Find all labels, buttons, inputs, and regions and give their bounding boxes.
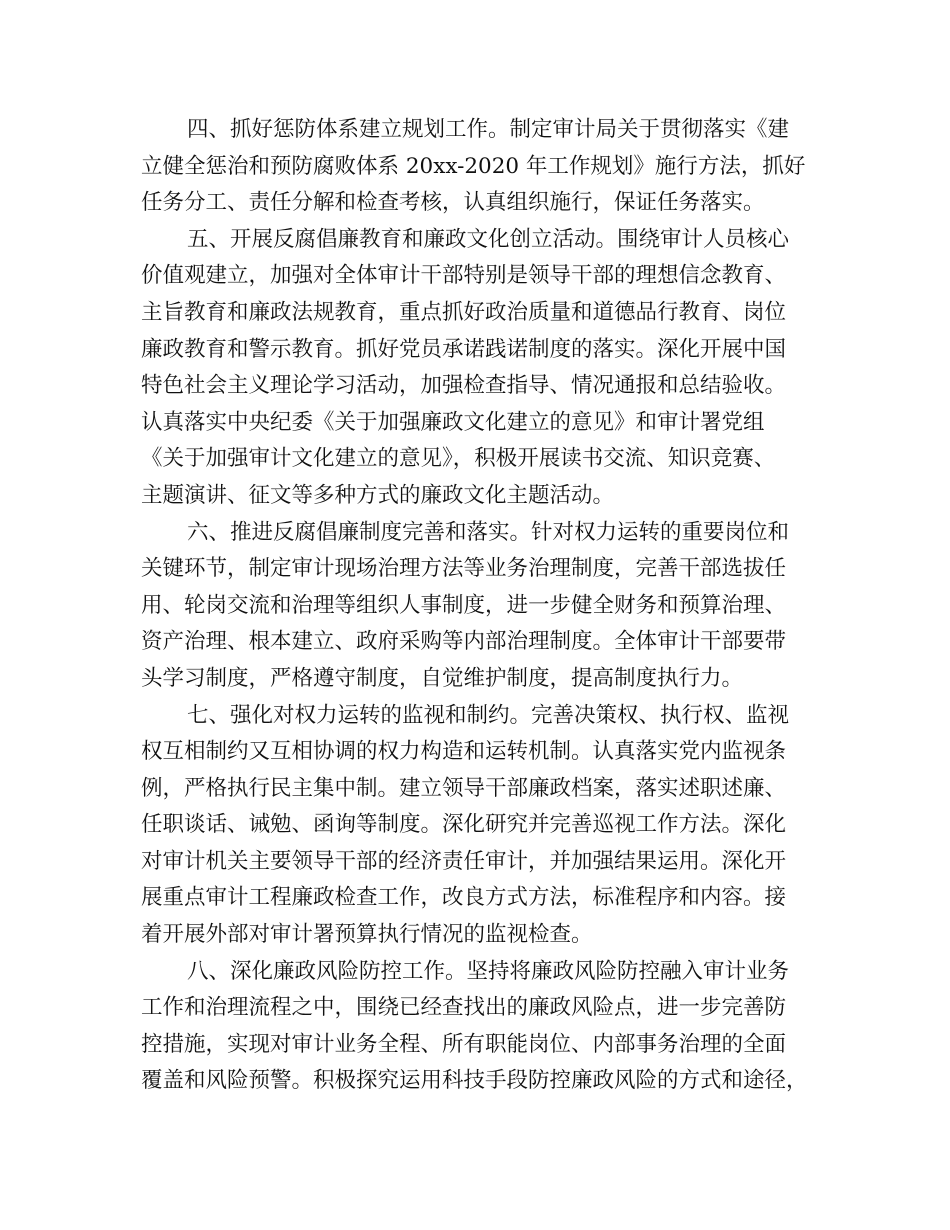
- text-line: 关键环节，制定审计现场治理方法等业务治理制度，完善干部选拔任: [141, 556, 787, 582]
- document-body: [141, 112, 831, 1100]
- text-line: 八、深化廉政风险防控工作。坚持将廉政风险防控融入审计业务: [187, 958, 790, 984]
- paragraph-5: [141, 222, 831, 515]
- text-line: 价值观建立，加强对全体审计干部特别是领导干部的理想信念教育、: [141, 263, 787, 289]
- text-line: 覆盖和风险预警。积极探究运用科技手段防控廉政风险的方式和途径，: [141, 1068, 808, 1094]
- paragraph-7: [141, 698, 831, 954]
- text-line: 控措施，实现对审计业务全程、所有职能岗位、内部事务治理的全面: [141, 1031, 787, 1057]
- text-line: 任务分工、责任分解和检查考核，认真组织施行，保证任务落实。: [141, 190, 765, 216]
- text-line: 主题演讲、征文等多种方式的廉政文化主题活动。: [141, 482, 615, 508]
- paragraph-6: [141, 515, 831, 698]
- text-line: 《关于加强审计文化建立的意见》，积极开展读书交流、知识竞赛、: [141, 446, 776, 472]
- text-line: 廉政教育和警示教育。抓好党员承诺践诺制度的落实。深化开展中国: [141, 336, 787, 362]
- text-line: 着开展外部对审计署预算执行情况的监视检查。: [141, 922, 593, 948]
- text-line: 用、轮岗交流和治理等组织人事制度，进一步健全财务和预算治理、: [141, 592, 787, 618]
- paragraph-4: [141, 112, 831, 222]
- text-line: 展重点审计工程廉政检查工作，改良方式方法，标准程序和内容。接: [141, 885, 787, 911]
- text-line: 主旨教育和廉政法规教育，重点抓好政治质量和道德品行教育、岗位: [141, 299, 787, 325]
- text-line: 工作和治理流程之中，围绕已经查找出的廉政风险点，进一步完善防: [141, 995, 787, 1021]
- text-line: 资产治理、根本建立、政府采购等内部治理制度。全体审计干部要带: [141, 629, 787, 655]
- text-line: 例，严格执行民主集中制。建立领导干部廉政档案，落实述职述廉、: [141, 775, 787, 801]
- text-line: 权互相制约又互相协调的权力构造和运转机制。认真落实党内监视条: [141, 739, 787, 765]
- text-line: 六、推进反腐倡廉制度完善和落实。针对权力运转的重要岗位和: [187, 519, 790, 545]
- paragraph-8: [141, 954, 831, 1100]
- text-line: 认真落实中央纪委《关于加强廉政文化建立的意见》和审计署党组: [141, 409, 765, 435]
- text-line: 头学习制度，严格遵守制度，自觉维护制度，提高制度执行力。: [141, 665, 744, 691]
- text-line: 七、强化对权力运转的监视和制约。完善决策权、执行权、监视: [187, 702, 790, 728]
- text-line: 对审计机关主要领导干部的经济责任审计，并加强结果运用。深化开: [141, 848, 787, 874]
- text-line: 任职谈话、诫勉、函询等制度。深化研究并完善巡视工作方法。深化: [141, 812, 787, 838]
- text-line: 立健全惩治和预防腐败体系 20xx-2020 年工作规划》施行方法，抓好: [141, 153, 806, 179]
- text-line: 四、抓好惩防体系建立规划工作。制定审计局关于贯彻落实《建: [187, 117, 790, 142]
- text-line: 特色社会主义理论学习活动，加强检查指导、情况通报和总结验收。: [141, 373, 787, 399]
- text-line: 五、开展反腐倡廉教育和廉政文化创立活动。围绕审计人员核心: [187, 226, 790, 252]
